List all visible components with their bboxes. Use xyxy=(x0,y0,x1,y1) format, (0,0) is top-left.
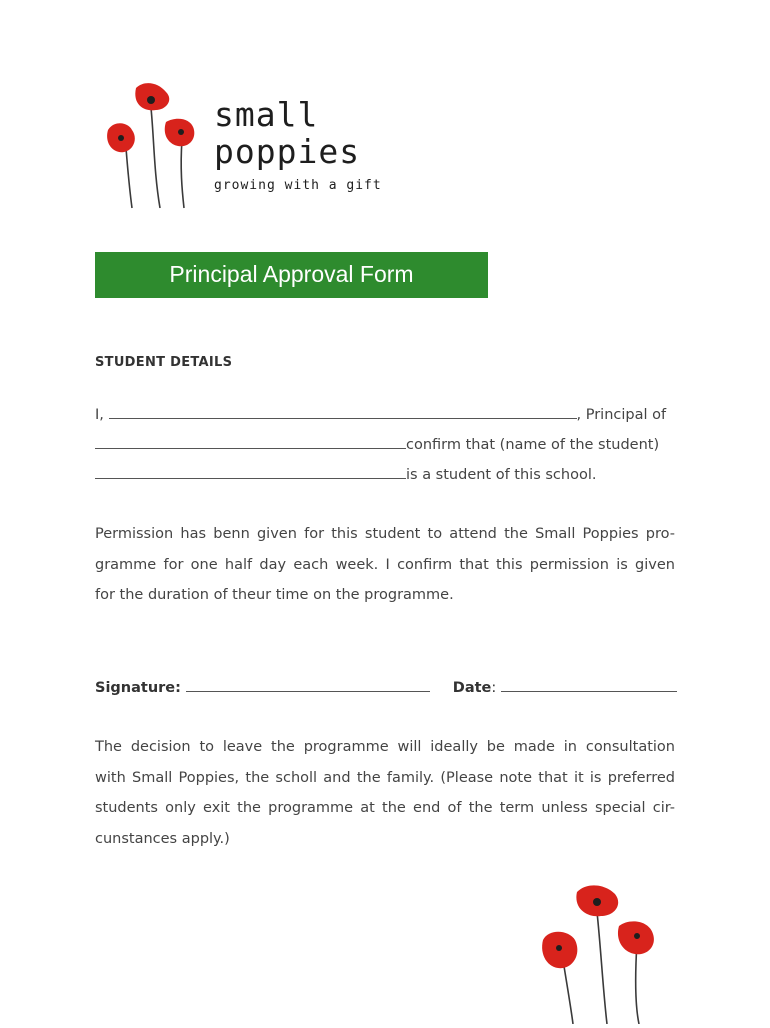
paragraph-line: for the duration of theur time on the programme. xyxy=(95,587,454,603)
student-name-line xyxy=(95,464,675,483)
date-blank[interactable] xyxy=(501,677,677,692)
poppy-flowers-icon xyxy=(96,78,226,213)
student-name-blank[interactable] xyxy=(95,464,406,479)
poppy-flowers-icon xyxy=(535,880,675,1024)
line1-suffix: , Principal of xyxy=(576,407,667,423)
date-label: Date xyxy=(452,680,492,696)
paragraph-line: Permission has benn given for this student to attend the Small Poppies pro- xyxy=(95,526,675,542)
signature-label: Signature: xyxy=(95,680,181,696)
logo-wordmark xyxy=(214,96,382,193)
decision-paragraph xyxy=(95,732,675,854)
school-name-blank[interactable] xyxy=(95,434,406,449)
principal-name-blank[interactable] xyxy=(109,404,577,419)
section-heading-student-details: STUDENT DETAILS xyxy=(95,355,233,370)
logo-tagline: growing with a gift xyxy=(214,178,382,193)
decorative-poppies xyxy=(535,880,675,1024)
title-banner xyxy=(95,252,488,298)
paragraph-line: with Small Poppies, the scholl and the family. (Please note that it is preferred xyxy=(95,769,675,786)
paragraph-line: cunstances apply.) xyxy=(95,830,230,847)
school-name-line xyxy=(95,434,675,453)
line2-suffix: confirm that (name of the student) xyxy=(406,437,660,453)
paragraph-line: gramme for one half day each week. I confirm that this permission is given xyxy=(95,556,675,573)
line1-prefix: I, xyxy=(95,407,104,423)
logo-title-line2: poppies xyxy=(214,132,361,171)
form-title: Principal Approval Form xyxy=(169,261,414,287)
signature-blank[interactable] xyxy=(186,677,430,692)
logo-title-line1: small xyxy=(214,95,319,134)
paragraph-line: The decision to leave the programme will ideally be made in consultation xyxy=(95,739,675,755)
paragraph-line: students only exit the programme at the end of the term unless special cir- xyxy=(95,800,675,816)
date-colon: : xyxy=(491,680,497,696)
signature-date-row xyxy=(95,677,675,696)
principal-name-line xyxy=(95,404,675,423)
line3-suffix: is a student of this school. xyxy=(406,467,597,483)
permission-paragraph xyxy=(95,519,675,611)
